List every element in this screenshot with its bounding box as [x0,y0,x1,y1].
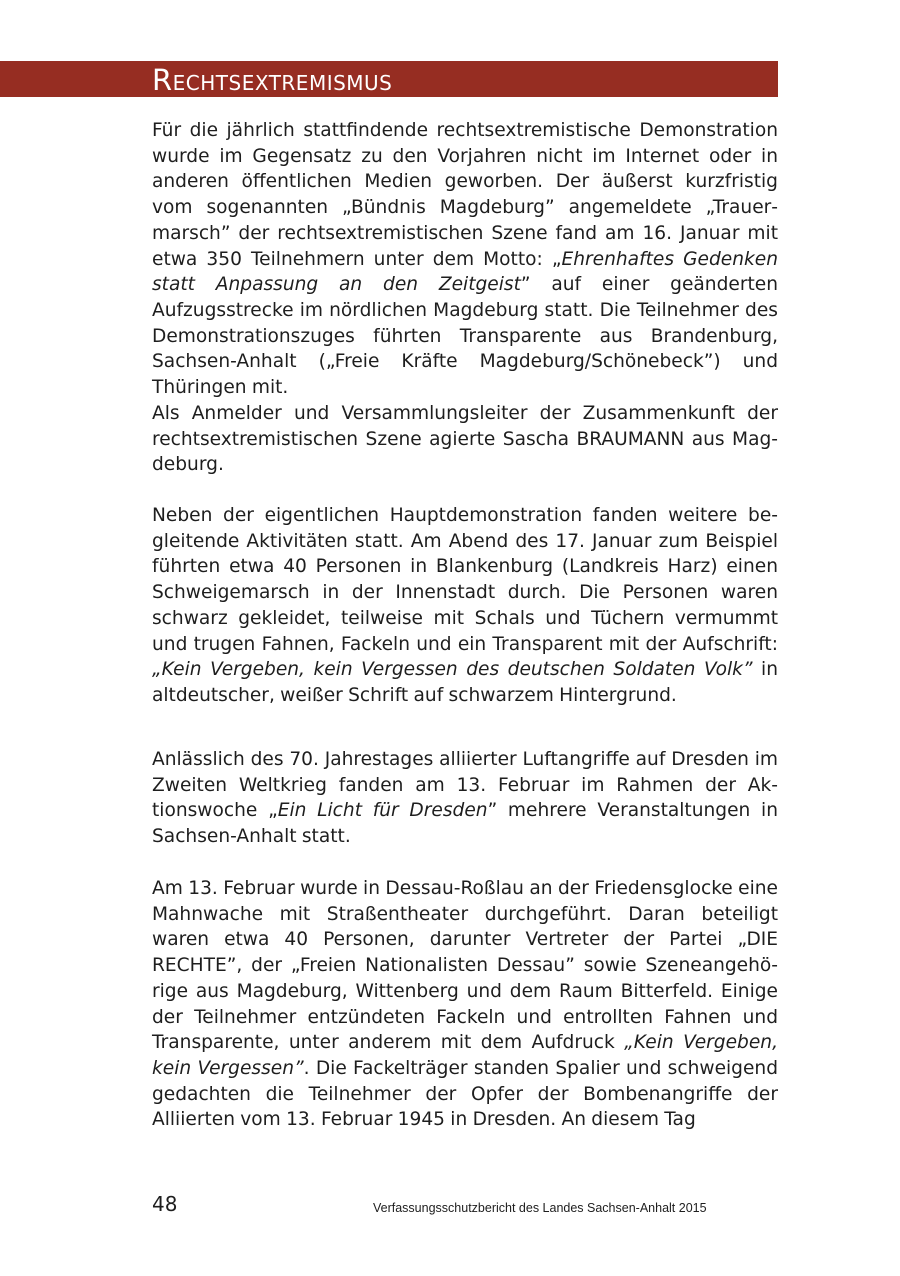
text-run: Am 13. Februar wurde in Dessau-Roßlau an der Friedensglocke eine Mahnwache mit Straßentheater durchgeführt. Daran beteiligt waren etwa 40 Personen, darunter Vertreter der Partei „DIE RECHTE”, der „Freien Nationalisten Dessau” sowie Szeneangehörige aus Magdeburg, Wittenberg und dem Raum Bitterfeld. Einige der Teilnehmer entzündeten Fackeln und entrollten Fahnen und Transparente, unter anderem mit dem Aufdruck [152,878,778,1054]
italic-text-run: „Kein Vergeben, kein Vergessen des deutschen Soldaten Volk” [152,659,753,681]
italic-text-run: „Kein Vergeben, kein Vergessen” [152,1032,778,1079]
section-header-band [0,61,778,97]
text-run: ” mehrere Veranstaltungen in Sachsen-Anhalt statt. [152,800,779,848]
italic-text-run: Ein Licht für Dresden [277,800,488,822]
text-run: Anlässlich des 70. Jahrestages alliierter Luftangriffe auf Dresden im Zweiten Weltkrieg fanden am 13. Februar im Rahmen der Aktionswoche „ [152,749,778,822]
body-paragraph [152,401,778,478]
text-run: . Die Fackelträger standen Spalier und schweigend gedachten die Teilnehmer der Opfer der Bombenangriffe der Alliierten vom 13. Februar 1945 in Dresden. An diesem Tag [152,1057,778,1131]
text-run: Für die jährlich stattfindende rechtsextremistische Demonstration wurde im Gegensatz zu den Vorjahren nicht im Internet oder in anderen öffentlichen Medien geworben. Der äußerst kurzfristig vom sogenannten „Bündnis Magdeburg” angemeldete „Trauermarsch” der rechtsextremistischen Szene fand am 16. Januar mit etwa 350 Teilnehmern unter dem Motto: „ [152,120,778,270]
body-paragraph [152,118,778,401]
body-paragraph [152,747,778,850]
body-paragraph [152,876,778,1133]
section-title: Rechtsextremismus [152,63,393,97]
text-run: Als Anmelder und Versammlungsleiter der Zusammenkunft der rechtsextremistischen Szene agierte Sascha BRAUMANN aus Magdeburg. [152,403,778,476]
text-run: in altdeutscher, weißer Schrift auf schwarzem Hintergrund. [152,659,779,706]
page-number: 48 [152,1192,178,1216]
italic-text-run: Ehrenhaftes Gedenken statt Anpassung an den Zeitgeist [152,248,778,296]
text-run: ” auf einer geänderten Aufzugsstrecke im nördlichen Magdeburg statt. Die Teilnehmer des Demonstrationszuges führten Transparente aus Brandenburg, Sachsen-Anhalt („Freie Kräfte Magdeburg/Schönebeck”) und Thüringen mit. [152,274,778,399]
body-paragraph [152,503,778,709]
text-run: Neben der eigentlichen Hauptdemonstration fanden weitere begleitende Aktivitäten statt. Am Abend des 17. Januar zum Beispiel führten etwa 40 Personen in Blankenburg (Landkreis Harz) einen Schweigemarsch in der Innenstadt durch. Die Personen waren schwarz gekleidet, teilweise mit Schals und Tüchern vermummt und trugen Fahnen, Fackeln und ein Transparent mit der Aufschrift: [152,505,778,655]
footer-publication-title: Verfassungsschutzbericht des Landes Sachsen-Anhalt 2015 [373,1201,707,1215]
